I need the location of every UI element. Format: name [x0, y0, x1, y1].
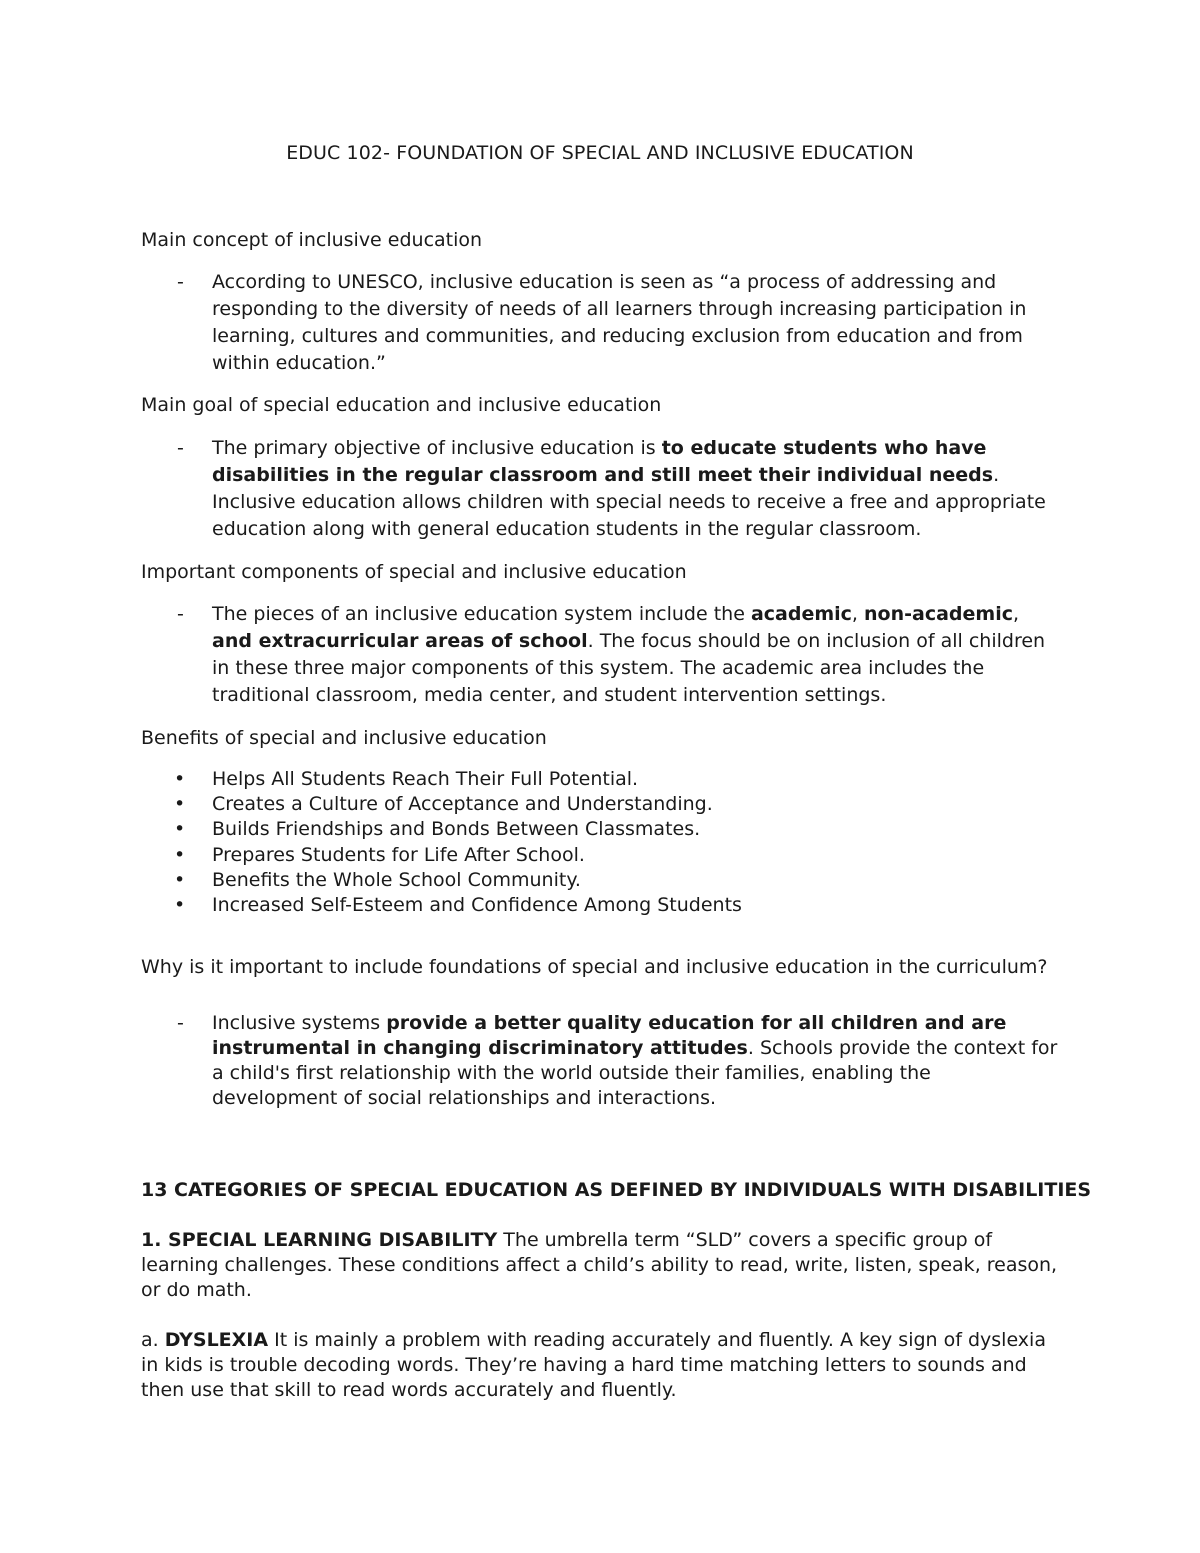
bullet-marker: • — [174, 768, 186, 790]
list-item — [141, 767, 1041, 792]
components-bold-extracurricular: and extracurricular areas of school — [212, 630, 588, 652]
category-dyslexia-prefix: a. — [141, 1329, 165, 1351]
benefit-text: Increased Self-Esteem and Confidence Among Students — [212, 894, 742, 917]
category-sld — [141, 1228, 1061, 1303]
benefits-list — [141, 767, 1041, 918]
heading-benefits: Benefits of special and inclusive education — [141, 727, 547, 749]
goal-item — [141, 435, 1061, 543]
dash-marker: - — [177, 603, 184, 625]
why-text — [212, 1011, 1061, 1111]
goal-text-after: . Inclusive education allows children with special needs to receive a free and appropriate education along with general education students in the regular classroom. — [212, 464, 1046, 540]
components-comma: , — [851, 603, 865, 625]
why-text-bold: provide a better quality education for all children and are instrumental in changing discriminatory attitudes — [212, 1012, 1007, 1059]
page-title: EDUC 102- FOUNDATION OF SPECIAL AND INCLUSIVE EDUCATION — [286, 142, 914, 164]
components-bold-academic: academic — [750, 603, 852, 625]
list-item — [141, 893, 1041, 918]
goal-text — [212, 435, 1061, 543]
benefit-text: Prepares Students for Life After School. — [212, 843, 585, 866]
bullet-marker: • — [174, 868, 186, 891]
concept-text: According to UNESCO, inclusive education is seen as “a process of addressing and responding to the diversity of needs of all learners through increasing participation in learning, cultures and communities, and reducing exclusion from education and from within education.” — [212, 271, 1027, 374]
heading-main-concept: Main concept of inclusive education — [141, 229, 483, 251]
category-sld-text: The umbrella term “SLD” covers a specific group of learning challenges. These conditions affect a child’s ability to read, write, listen, speak, reason, or do math. — [141, 1229, 1058, 1301]
why-item — [141, 1011, 1061, 1111]
components-bold-nonacademic: non-academic — [864, 603, 1013, 625]
categories-title: 13 CATEGORIES OF SPECIAL EDUCATION AS DEFINED BY INDIVIDUALS WITH DISABILITIES — [141, 1179, 1092, 1201]
heading-main-goal: Main goal of special education and inclusive education — [141, 394, 662, 416]
heading-components: Important components of special and inclusive education — [141, 561, 687, 583]
components-comma: , — [1012, 603, 1020, 625]
bullet-marker: • — [174, 793, 186, 816]
list-item — [141, 868, 1041, 893]
components-text-before: The pieces of an inclusive education system include the — [212, 603, 751, 625]
list-item — [141, 792, 1041, 817]
components-text — [212, 601, 1061, 709]
benefit-text: Creates a Culture of Acceptance and Understanding. — [212, 793, 713, 816]
benefit-text: Helps All Students Reach Their Full Potential. — [212, 768, 639, 790]
components-item — [141, 601, 1061, 709]
bullet-marker: • — [174, 843, 186, 866]
category-dyslexia — [141, 1328, 1061, 1403]
bullet-marker: • — [174, 894, 186, 917]
list-item — [141, 817, 1041, 842]
bullet-marker: • — [174, 818, 186, 841]
benefit-text: Builds Friendships and Bonds Between Classmates. — [212, 818, 701, 841]
why-text-before: Inclusive systems — [212, 1012, 387, 1034]
dash-marker: - — [177, 437, 184, 459]
category-dyslexia-label: DYSLEXIA — [164, 1329, 269, 1351]
components-text-after: . The focus should be on inclusion of all children in these three major components of this system. The academic area includes the traditional classroom, media center, and student intervention settings. — [212, 630, 1046, 706]
category-dyslexia-text: It is mainly a problem with reading accurately and fluently. A key sign of dyslexia in kids is trouble decoding words. They’re having a hard time matching letters to sounds and then use that skill to read words accurately and fluently. — [141, 1329, 1046, 1401]
dash-marker: - — [177, 1012, 184, 1034]
list-item — [141, 843, 1041, 868]
concept-item — [141, 269, 1061, 377]
goal-text-before: The primary objective of inclusive education is — [212, 437, 662, 459]
goal-text-bold: to educate students who have disabilities in the regular classroom and still meet their individual needs — [212, 437, 994, 486]
why-text-after: . Schools provide the context for a child's first relationship with the world outside their families, enabling the development of social relationships and interactions. — [212, 1037, 1058, 1109]
category-sld-label: 1. SPECIAL LEARNING DISABILITY — [141, 1229, 498, 1251]
dash-marker: - — [177, 271, 184, 293]
benefit-text: Benefits the Whole School Community. — [212, 868, 581, 891]
heading-why-important: Why is it important to include foundations of special and inclusive education in the curriculum? — [141, 956, 1048, 978]
